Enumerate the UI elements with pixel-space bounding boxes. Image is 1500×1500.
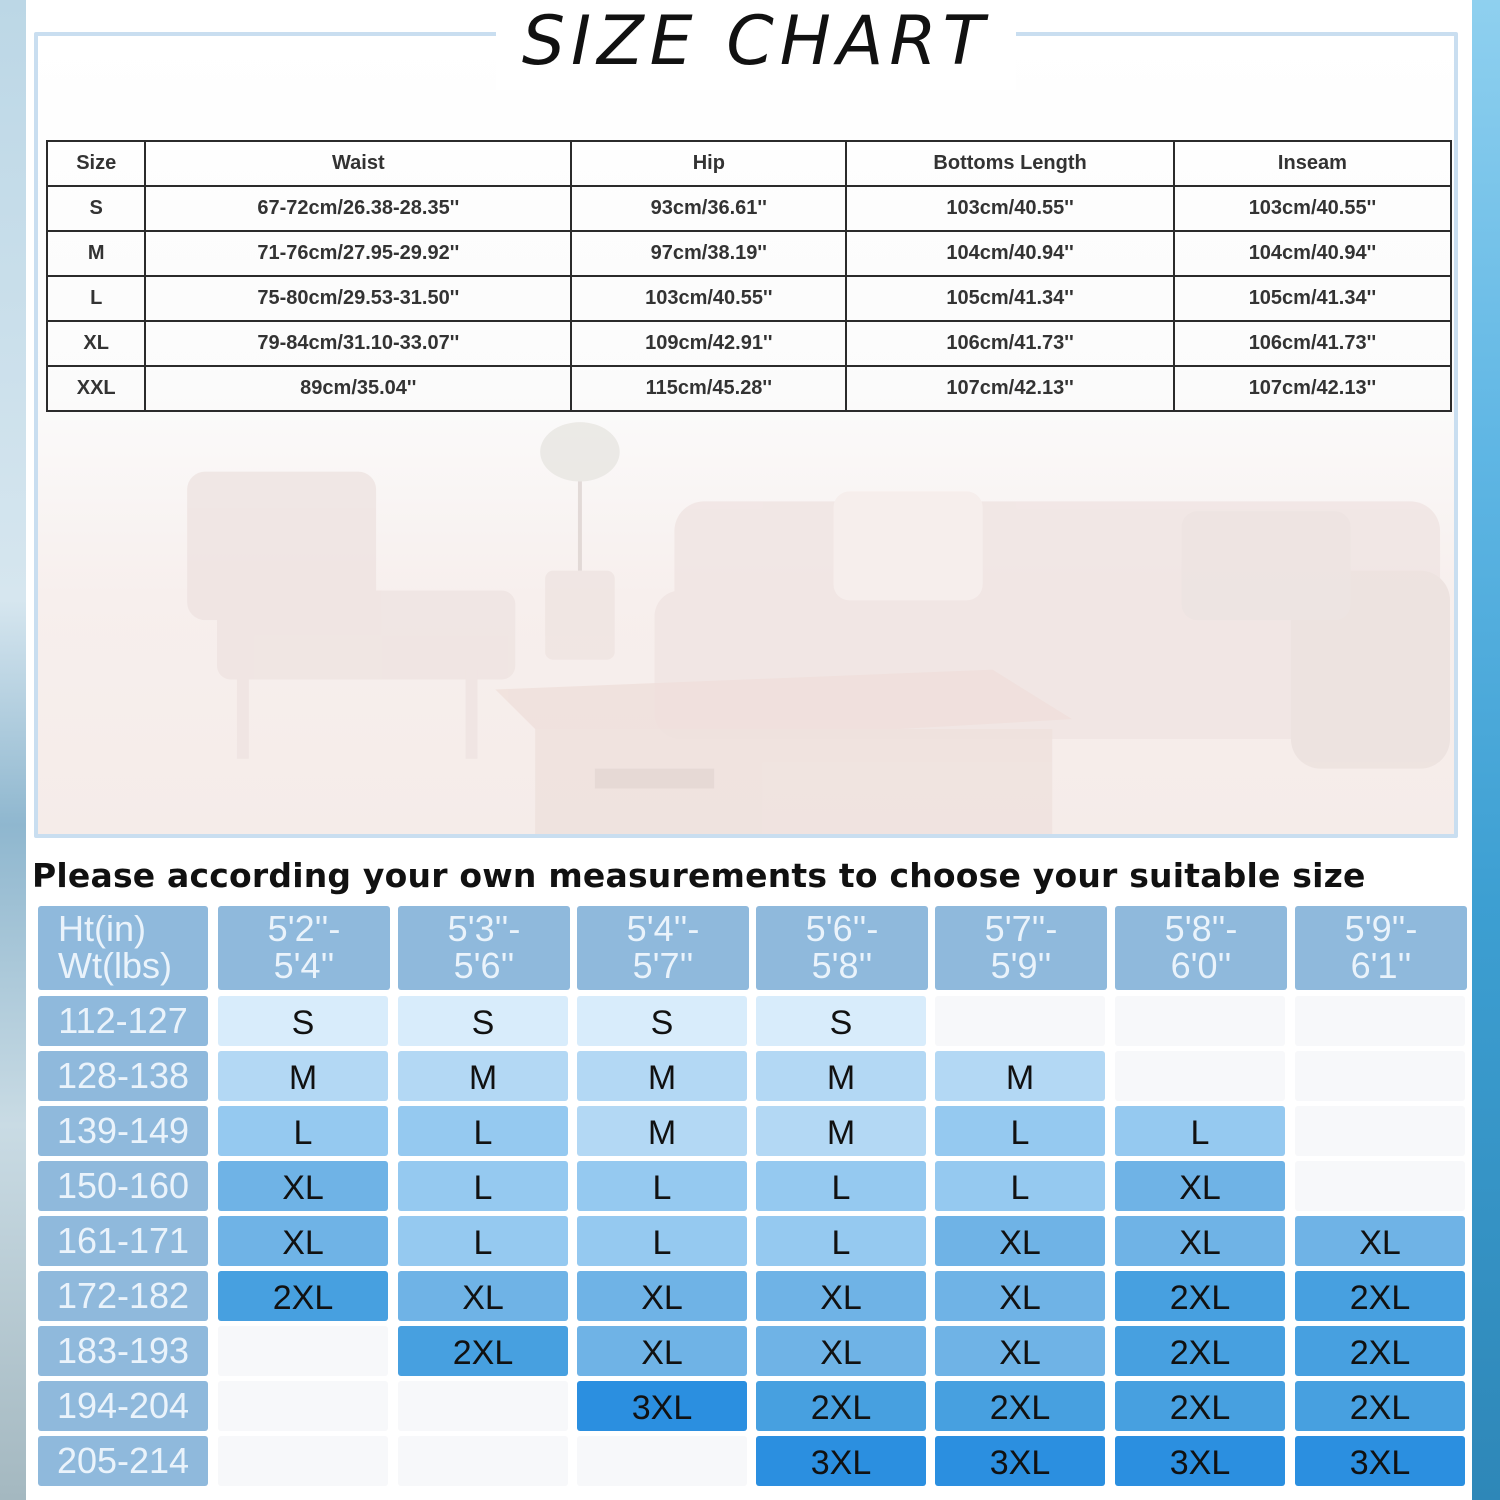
size-cell: [577, 1436, 747, 1486]
size-cell-line: L: [652, 1169, 672, 1207]
header-hip: Hip: [571, 141, 846, 186]
size-cell: [577, 1326, 747, 1376]
table-cell: 106cm/41.73'': [846, 321, 1173, 366]
header-waist: Waist: [145, 141, 571, 186]
size-cell-line: L: [473, 1114, 493, 1152]
table-cell: L: [47, 276, 145, 321]
size-cell: [1115, 996, 1285, 1046]
page-title: SIZE CHART: [521, 2, 991, 81]
size-cell-line: M: [826, 1114, 856, 1152]
size-cell: [935, 996, 1105, 1046]
size-cell: [577, 1106, 747, 1156]
size-cell: [577, 996, 747, 1046]
size-cell-line: S: [829, 1004, 853, 1042]
height-header: [1295, 906, 1467, 990]
notice-text: Please according your own measurements to choose your suitable size: [32, 856, 1366, 895]
table-row: [47, 366, 1451, 411]
size-cell: [1295, 1436, 1465, 1486]
height-header-line: 5'8''-: [1164, 908, 1238, 949]
table-header-row: [47, 141, 1451, 186]
size-cell: [756, 1271, 926, 1321]
size-cell-line: 3XL: [1169, 1444, 1231, 1482]
table-row: [47, 186, 1451, 231]
size-cell-line: XL: [462, 1279, 504, 1317]
size-cell-line: 3XL: [810, 1444, 872, 1482]
header-inseam: Inseam: [1174, 141, 1451, 186]
size-cell-line: L: [293, 1114, 313, 1152]
size-cell: [935, 1051, 1105, 1101]
size-cell: [398, 1326, 568, 1376]
table-cell: M: [47, 231, 145, 276]
size-cell-line: XL: [820, 1279, 862, 1317]
weight-label-line: 194-204: [56, 1385, 190, 1426]
size-cell-line: 3XL: [989, 1444, 1051, 1482]
size-cell: [1115, 1436, 1285, 1486]
size-cell: [1115, 1106, 1285, 1156]
size-cell-line: XL: [999, 1279, 1041, 1317]
size-cell-line: 2XL: [1349, 1389, 1411, 1427]
size-cell-line: XL: [282, 1169, 324, 1207]
weight-label-line: 150-160: [56, 1165, 190, 1206]
weight-label: [38, 1051, 208, 1101]
size-cell: [1295, 1106, 1465, 1156]
weight-label-line: 183-193: [56, 1330, 190, 1371]
height-header-line: 5'3''-: [447, 908, 521, 949]
size-cell: [398, 1161, 568, 1211]
size-cell: [1295, 1381, 1465, 1431]
size-cell: [1115, 1381, 1285, 1431]
size-cell-line: 2XL: [1169, 1389, 1231, 1427]
size-cell-line: 2XL: [452, 1334, 514, 1372]
size-cell-line: XL: [1359, 1224, 1401, 1262]
size-cell-line: 2XL: [1169, 1279, 1231, 1317]
size-cell: [218, 1051, 388, 1101]
height-header-line: 6'1'': [1350, 945, 1412, 986]
size-cell: [1295, 1271, 1465, 1321]
header-size: Size: [47, 141, 145, 186]
height-header-line: 5'9'': [990, 945, 1052, 986]
size-cell-line: XL: [641, 1279, 683, 1317]
table-cell: 103cm/40.55'': [1174, 186, 1451, 231]
table-cell: 107cm/42.13'': [846, 366, 1173, 411]
weight-label: [38, 1326, 208, 1376]
size-cell-line: L: [473, 1169, 493, 1207]
size-cell: [218, 1436, 388, 1486]
size-cell: [577, 1216, 747, 1266]
size-cell-line: L: [831, 1169, 851, 1207]
weight-label: [38, 1436, 208, 1486]
size-cell-line: S: [471, 1004, 495, 1042]
size-cell: [756, 1216, 926, 1266]
size-cell: [935, 1436, 1105, 1486]
weight-label-line: 128-138: [56, 1055, 190, 1096]
size-cell-line: L: [1190, 1114, 1210, 1152]
table-row: [47, 276, 1451, 321]
height-header-line: 5'4'': [273, 945, 335, 986]
grid-corner-header-line: Ht(in): [58, 908, 146, 949]
height-header-line: 5'7'': [632, 945, 694, 986]
size-cell: [577, 1381, 747, 1431]
size-cell: [1115, 1326, 1285, 1376]
size-cell: [1115, 1161, 1285, 1211]
height-header: [756, 906, 928, 990]
table-cell: 89cm/35.04'': [145, 366, 571, 411]
size-cell: [398, 1216, 568, 1266]
weight-label: [38, 1106, 208, 1156]
height-header-line: 5'9''-: [1344, 908, 1418, 949]
size-cell-line: 2XL: [272, 1279, 334, 1317]
grid-corner-header: [38, 906, 208, 990]
size-cell-line: S: [650, 1004, 674, 1042]
weight-label: [38, 996, 208, 1046]
size-cell: [756, 1381, 926, 1431]
table-cell: 103cm/40.55'': [846, 186, 1173, 231]
size-cell-line: 2XL: [1349, 1279, 1411, 1317]
beach-photo-right-strip: [1472, 0, 1500, 1500]
header-bottoms-length: Bottoms Length: [846, 141, 1173, 186]
size-cell-line: XL: [999, 1224, 1041, 1262]
measurement-table: [46, 140, 1452, 412]
size-cell: [1115, 1271, 1285, 1321]
size-cell-line: L: [652, 1224, 672, 1262]
size-cell: [577, 1271, 747, 1321]
table-cell: 97cm/38.19'': [571, 231, 846, 276]
size-cell-line: XL: [820, 1334, 862, 1372]
size-cell-line: M: [468, 1059, 498, 1097]
height-header: [1115, 906, 1287, 990]
size-cell: [398, 1271, 568, 1321]
weight-label-line: 172-182: [56, 1275, 190, 1316]
size-cell: [577, 1051, 747, 1101]
size-cell-line: S: [291, 1004, 315, 1042]
weight-label: [38, 1271, 208, 1321]
size-cell: [756, 1051, 926, 1101]
table-cell: 103cm/40.55'': [571, 276, 846, 321]
table-cell: XXL: [47, 366, 145, 411]
size-chart-canvas: [26, 0, 1472, 1500]
size-cell: [1295, 1326, 1465, 1376]
weight-label: [38, 1216, 208, 1266]
size-cell-line: 3XL: [1349, 1444, 1411, 1482]
weight-label-line: 112-127: [58, 1000, 188, 1041]
size-cell-line: L: [1010, 1169, 1030, 1207]
size-cell: [756, 1436, 926, 1486]
table-cell: 71-76cm/27.95-29.92'': [145, 231, 571, 276]
size-cell-line: XL: [1179, 1169, 1221, 1207]
table-cell: 67-72cm/26.38-28.35'': [145, 186, 571, 231]
size-cell: [1295, 996, 1465, 1046]
size-cell-line: L: [473, 1224, 493, 1262]
size-cell-line: 2XL: [1169, 1334, 1231, 1372]
height-header-line: 5'2''-: [267, 908, 341, 949]
size-cell: [398, 1106, 568, 1156]
table-cell: 104cm/40.94'': [1174, 231, 1451, 276]
height-header-line: 5'7''-: [984, 908, 1058, 949]
size-cell: [218, 1216, 388, 1266]
size-cell: [756, 1106, 926, 1156]
size-cell: [1295, 1216, 1465, 1266]
weight-label-line: 139-149: [56, 1110, 190, 1151]
size-cell: [1115, 1051, 1285, 1101]
table-row: [47, 231, 1451, 276]
height-header: [398, 906, 570, 990]
size-cell: [935, 1326, 1105, 1376]
table-cell: 93cm/36.61'': [571, 186, 846, 231]
size-cell-line: XL: [999, 1334, 1041, 1372]
table-cell: 105cm/41.34'': [846, 276, 1173, 321]
size-cell: [218, 1106, 388, 1156]
size-cell: [756, 996, 926, 1046]
size-cell: [577, 1161, 747, 1211]
size-cell: [756, 1161, 926, 1211]
size-cell-line: M: [826, 1059, 856, 1097]
table-cell: 115cm/45.28'': [571, 366, 846, 411]
size-cell-line: M: [647, 1059, 677, 1097]
height-header-line: 5'6'': [453, 945, 515, 986]
size-cell: [935, 1381, 1105, 1431]
size-cell: [398, 1051, 568, 1101]
size-cell-line: L: [831, 1224, 851, 1262]
height-header: [935, 906, 1107, 990]
size-cell-line: L: [1010, 1114, 1030, 1152]
height-header: [577, 906, 749, 990]
size-cell: [218, 1161, 388, 1211]
size-cell-line: 2XL: [1349, 1334, 1411, 1372]
size-cell-line: M: [1005, 1059, 1035, 1097]
size-cell: [935, 1161, 1105, 1211]
table-cell: 105cm/41.34'': [1174, 276, 1451, 321]
weight-label: [38, 1161, 208, 1211]
size-cell-line: M: [288, 1059, 318, 1097]
size-cell: [756, 1326, 926, 1376]
table-cell: 107cm/42.13'': [1174, 366, 1451, 411]
size-cell: [218, 1326, 388, 1376]
size-cell-line: XL: [282, 1224, 324, 1262]
size-cell: [398, 996, 568, 1046]
table-cell: 75-80cm/29.53-31.50'': [145, 276, 571, 321]
height-header-line: 5'4''-: [626, 908, 700, 949]
size-cell: [935, 1216, 1105, 1266]
size-cell-line: XL: [641, 1334, 683, 1372]
size-cell: [218, 996, 388, 1046]
size-cell: [398, 1381, 568, 1431]
size-cell: [218, 1381, 388, 1431]
height-header-line: 5'6''-: [805, 908, 879, 949]
size-cell-line: 2XL: [810, 1389, 872, 1427]
table-cell: 109cm/42.91'': [571, 321, 846, 366]
size-cell-line: 2XL: [989, 1389, 1051, 1427]
beach-photo-left-strip: [0, 0, 26, 1500]
size-cell: [218, 1271, 388, 1321]
size-cell: [1115, 1216, 1285, 1266]
height-header-line: 5'8'': [811, 945, 873, 986]
table-cell: 79-84cm/31.10-33.07'': [145, 321, 571, 366]
table-cell: S: [47, 186, 145, 231]
size-cell: [398, 1436, 568, 1486]
table-cell: XL: [47, 321, 145, 366]
weight-label: [38, 1381, 208, 1431]
grid-corner-header-line: Wt(lbs): [58, 945, 172, 986]
table-cell: 106cm/41.73'': [1174, 321, 1451, 366]
size-cell: [1295, 1051, 1465, 1101]
size-cell-line: XL: [1179, 1224, 1221, 1262]
table-row: [47, 321, 1451, 366]
table-cell: 104cm/40.94'': [846, 231, 1173, 276]
height-header-line: 6'0'': [1170, 945, 1232, 986]
weight-label-line: 205-214: [56, 1440, 190, 1481]
size-cell: [935, 1106, 1105, 1156]
size-cell-line: 3XL: [631, 1389, 693, 1427]
size-cell: [1295, 1161, 1465, 1211]
weight-label-line: 161-171: [56, 1220, 190, 1261]
height-header: [218, 906, 390, 990]
size-cell-line: M: [647, 1114, 677, 1152]
size-cell: [935, 1271, 1105, 1321]
